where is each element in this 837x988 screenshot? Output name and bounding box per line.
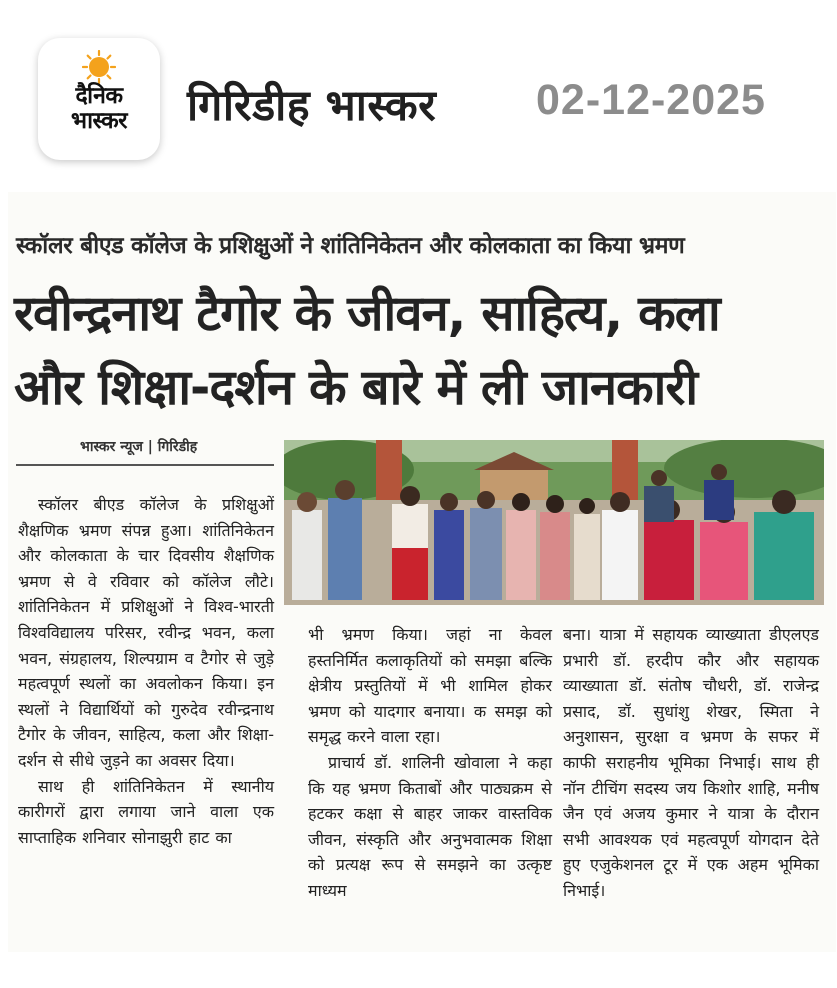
group-photo <box>284 440 824 605</box>
sun-icon <box>82 50 116 84</box>
column-3-paragraph-1: बना। यात्रा में सहायक व्याख्याता डीएलएड प्रभारी डॉ. हरदीप कौर और सहायक व्याख्याता डॉ. संतोष चौधरी, डॉ. राजेन्द्र प्रसाद, डॉ. सुधांशु शेखर, स्मिता ने अनुशासन, सुरक्षा व भ्रमण के सफर में काफी सराहनीय भूमिका निभाई। साथ ही नॉन टीचिंग सदस्य जय किशोर शाहि, मनीष जैन एवं अजय कुमार ने यात्रा के दौरान सभी आवश्यक एवं महत्वपूर्ण योगदान देते हुए एजुकेशनल टूर में एक अहम भूमिका निभाई। <box>563 625 819 900</box>
column-1-paragraph-2: साथ ही शांतिनिकेतन में स्थानीय कारीगरों द्वारा लगाया जाने वाला एक साप्ताहिक शनिवार सोनाझुरी हाट का <box>18 776 274 847</box>
article-column-3 <box>563 622 819 904</box>
app-header <box>0 0 837 185</box>
newspaper-clipping <box>8 192 836 952</box>
dainik-bhaskar-logo[interactable] <box>38 38 160 160</box>
group-photo-illustration <box>284 440 824 605</box>
article-kicker: स्कॉलर बीएड कॉलेज के प्रशिक्षुओं ने शांतिनिकेतन और कोलकाता का किया भ्रमण <box>16 233 685 259</box>
column-2-paragraph-2: प्राचार्य डॉ. शालिनी खोवाला ने कहा कि यह भ्रमण किताबों और पाठ्यक्रम से हटकर कक्षा से बाहर जाकर वास्तविक जीवन, संस्कृति और अनुभवात्मक शिक्षा को प्रत्यक्ष रूप से समझने का उत्कृष्ट माध्यम <box>308 752 552 900</box>
logo-line2: भास्कर <box>70 108 128 134</box>
article-column-2 <box>308 622 552 904</box>
column-1-paragraph-1: स्कॉलर बीएड कॉलेज के प्रशिक्षुओं शैक्षणिक भ्रमण संपन्न हुआ। शांतिनिकेतन और कोलकाता के चार दिवसीय शैक्षणिक भ्रमण से वे रविवार को कॉलेज लौटे। शांतिनिकेतन में प्रशिक्षुओं ने विश्व-भारती विश्वविद्यालय परिसर, रवीन्द्र भवन, कला भवन, संग्रहालय, शिल्पग्राम व टैगोर से जुड़े महत्वपूर्ण स्थलों का अवलोकन किया। इन स्थलों ने विद्यार्थियों को गुरुदेव रवीन्द्रनाथ टैगोर के जीवन, साहित्य, कला और शिक्षा-दर्शन से सीधे जुड़ने का अवसर दिया। <box>18 495 274 770</box>
edition-title: गिरिडीह भास्कर <box>187 81 437 131</box>
article-column-1 <box>18 492 274 850</box>
logo-line1: दैनिक <box>75 83 123 109</box>
column-2-paragraph-1: भी भ्रमण किया। जहां ना केवल हस्तनिर्मित कलाकृतियों को समझा बल्कि क्षेत्रीय प्रस्तुतियों में भी शामिल होकर भ्रमण को यादगार बनाया। क समझ को समृद्ध करने वाला रहा। <box>308 625 552 747</box>
byline: भास्कर न्यूज | गिरिडीह <box>80 439 198 455</box>
byline-divider <box>16 464 274 466</box>
edition-date: 02-12-2025 <box>536 76 766 124</box>
headline-line1: रवीन्द्रनाथ टैगोर के जीवन, साहित्य, कला <box>14 285 720 342</box>
headline-line2: और शिक्षा-दर्शन के बारे में ली जानकारी <box>14 359 698 416</box>
